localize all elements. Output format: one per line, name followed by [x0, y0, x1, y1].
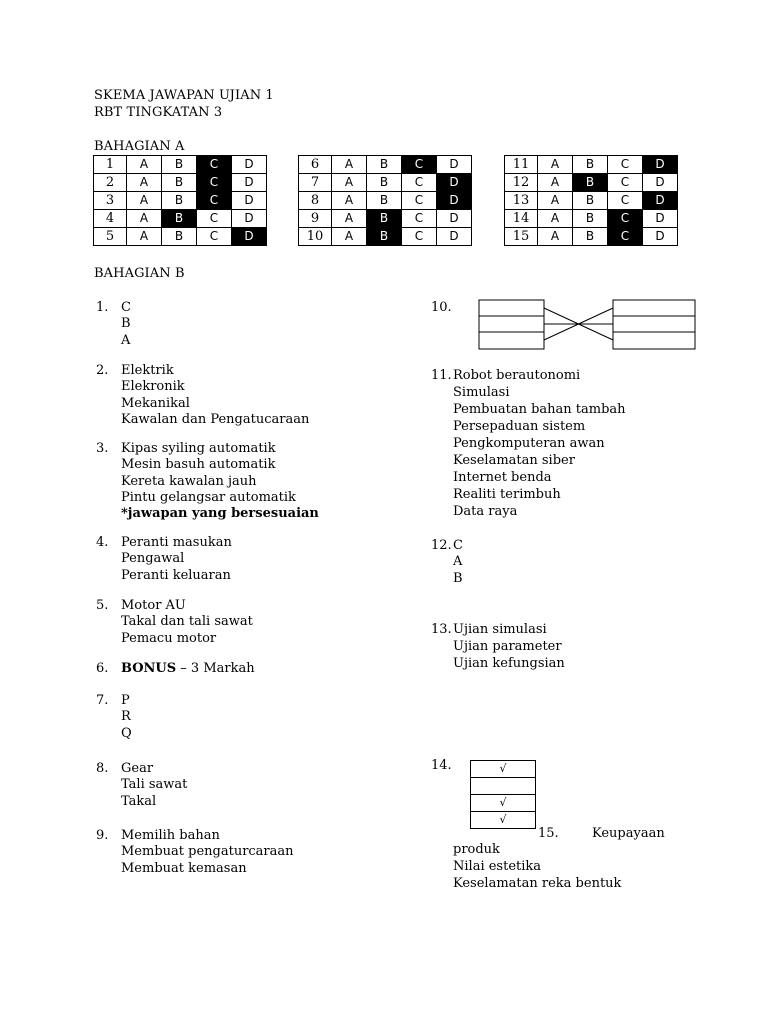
option-cell: C: [197, 228, 232, 246]
selected-option-cell: D: [643, 192, 678, 210]
section-b-heading: BAHAGIAN B: [94, 266, 185, 281]
option-cell: B: [573, 228, 608, 246]
question-14-number: 14.: [431, 758, 452, 773]
answer-line: Q: [121, 725, 132, 741]
question-number: 15: [505, 228, 538, 246]
answer-line: Peranti masukan: [121, 535, 232, 550]
answer-line: Membuat pengaturcaraan: [121, 844, 294, 860]
answer-line: produk: [453, 842, 500, 857]
selected-option-cell: C: [608, 210, 643, 228]
answer-line: Kawalan dan Pengatucaraan: [121, 411, 310, 427]
question-number: 1.: [96, 300, 109, 315]
tick-cell: √: [471, 761, 536, 778]
option-cell: B: [162, 156, 197, 174]
option-cell: B: [162, 192, 197, 210]
question-number: 12.: [431, 538, 452, 553]
option-cell: D: [437, 228, 472, 246]
answer-line: Kereta kawalan jauh: [121, 473, 257, 489]
question-number: 5.: [96, 598, 109, 613]
option-cell: B: [573, 192, 608, 210]
question-number: 8.: [96, 761, 109, 776]
bonus-label: BONUS: [121, 661, 177, 676]
option-cell: A: [332, 210, 367, 228]
question-15-number: 15.: [538, 826, 559, 841]
selected-option-cell: B: [573, 174, 608, 192]
answer-row: [299, 156, 472, 174]
answer-line: Internet benda: [453, 470, 552, 485]
left-box-2: [479, 316, 544, 332]
right-box-1: [613, 300, 695, 316]
option-cell: D: [437, 210, 472, 228]
answer-row: [299, 228, 472, 246]
answer-line: Persepaduan sistem: [453, 419, 586, 434]
answer-line: Pengawal: [121, 551, 185, 567]
question-number: 3.: [96, 441, 109, 456]
option-cell: A: [332, 192, 367, 210]
option-cell: B: [367, 156, 402, 174]
answer-line: P: [121, 693, 130, 708]
answer-row: [505, 210, 678, 228]
right-box-2: [613, 316, 695, 332]
option-cell: C: [608, 156, 643, 174]
option-cell: D: [232, 192, 267, 210]
answer-line: Nilai estetika: [453, 859, 542, 874]
answer-line: B: [453, 570, 463, 586]
question-number: 14: [505, 210, 538, 228]
answer-line: B: [121, 316, 131, 332]
option-cell: C: [608, 192, 643, 210]
answer-line: C: [453, 538, 463, 553]
answer-row: [505, 156, 678, 174]
answer-line: Robot berautonomi: [453, 368, 581, 383]
answer-row: [94, 192, 267, 210]
answer-line: Keselamatan siber: [453, 453, 575, 468]
option-cell: A: [332, 228, 367, 246]
bonus-marks: – 3 Markah: [176, 661, 255, 676]
option-cell: C: [608, 174, 643, 192]
document-subtitle: RBT TINGKATAN 3: [94, 105, 223, 120]
option-cell: A: [127, 192, 162, 210]
answer-line: Elekronik: [121, 379, 185, 395]
option-cell: D: [437, 156, 472, 174]
option-cell: A: [127, 210, 162, 228]
tick-table: [470, 760, 536, 829]
option-cell: B: [573, 210, 608, 228]
answer-row: [299, 174, 472, 192]
tick-cell: [471, 778, 536, 795]
question-number: 4.: [96, 535, 109, 550]
option-cell: D: [232, 156, 267, 174]
answer-table-1-5: [93, 155, 267, 246]
question-number: 9: [299, 210, 332, 228]
answer-row: [94, 156, 267, 174]
question-number: 2.: [96, 363, 109, 378]
answer-line: R: [121, 709, 131, 725]
matching-diagram: [478, 299, 698, 351]
answer-line: Pembuatan bahan tambah: [453, 402, 626, 417]
option-cell: A: [538, 174, 573, 192]
option-cell: C: [402, 174, 437, 192]
selected-option-cell: D: [437, 192, 472, 210]
answer-row: [505, 192, 678, 210]
answer-line: Elektrik: [121, 363, 174, 378]
option-cell: C: [402, 228, 437, 246]
answer-line: C: [121, 300, 131, 315]
question-number: 13.: [431, 622, 452, 637]
answer-line: Mekanikal: [121, 395, 190, 411]
option-cell: A: [127, 228, 162, 246]
question-15-answers: [453, 842, 621, 893]
question-number: 12: [505, 174, 538, 192]
question-number: 9.: [96, 828, 109, 843]
answer-line: Pemacu motor: [121, 630, 217, 646]
answer-line: Membuat kemasan: [121, 860, 247, 876]
answer-line: Motor AU: [121, 598, 186, 613]
answer-line: Pengkomputeran awan: [453, 436, 605, 451]
option-cell: D: [643, 210, 678, 228]
answer-row: [505, 228, 678, 246]
question-number: 7.: [96, 693, 109, 708]
selected-option-cell: B: [367, 210, 402, 228]
option-cell: D: [232, 174, 267, 192]
option-cell: D: [643, 174, 678, 192]
option-cell: B: [367, 192, 402, 210]
answer-line: Ujian kefungsian: [453, 656, 565, 671]
selected-option-cell: D: [437, 174, 472, 192]
selected-option-cell: C: [402, 156, 437, 174]
answer-line: Kipas syiling automatik: [121, 441, 276, 456]
option-cell: A: [127, 156, 162, 174]
answer-line: Tali sawat: [121, 777, 188, 793]
question-number: 3: [94, 192, 127, 210]
option-cell: A: [332, 156, 367, 174]
selected-option-cell: C: [197, 156, 232, 174]
selected-option-cell: C: [608, 228, 643, 246]
answer-line: Ujian parameter: [453, 639, 562, 654]
option-cell: B: [367, 174, 402, 192]
selected-option-cell: C: [197, 192, 232, 210]
option-cell: D: [643, 228, 678, 246]
selected-option-cell: D: [232, 228, 267, 246]
left-box-1: [479, 300, 544, 316]
answer-line: *jawapan yang bersesuaian: [121, 506, 319, 522]
option-cell: C: [402, 192, 437, 210]
question-10-number: 10.: [431, 300, 452, 315]
answer-row: [94, 210, 267, 228]
tick-cell: √: [471, 795, 536, 812]
question-number: 11: [505, 156, 538, 174]
selected-option-cell: C: [197, 174, 232, 192]
left-box-3: [479, 332, 544, 349]
answer-line: Pintu gelangsar automatik: [121, 489, 296, 505]
option-cell: A: [538, 156, 573, 174]
option-cell: D: [232, 210, 267, 228]
question-number: 2: [94, 174, 127, 192]
question-number: 6.: [96, 661, 109, 676]
answer-row: [299, 192, 472, 210]
answer-line: Peranti keluaran: [121, 567, 231, 583]
right-box-3: [613, 332, 695, 349]
answer-line: Gear: [121, 761, 154, 776]
answer-line: Ujian simulasi: [453, 622, 547, 637]
answer-table-6-10: [298, 155, 472, 246]
question-number: 5: [94, 228, 127, 246]
option-cell: A: [332, 174, 367, 192]
question-number: 1: [94, 156, 127, 174]
option-cell: A: [538, 210, 573, 228]
question-number: 13: [505, 192, 538, 210]
question-number: 6: [299, 156, 332, 174]
answer-row: [94, 174, 267, 192]
answer-row: [299, 210, 472, 228]
option-cell: B: [162, 228, 197, 246]
selected-option-cell: D: [643, 156, 678, 174]
question-number: 4: [94, 210, 127, 228]
tick-cell: √: [471, 812, 536, 829]
answer-line: A: [121, 332, 131, 348]
option-cell: C: [402, 210, 437, 228]
answer-line: Takal: [121, 793, 157, 809]
question-number: 11.: [431, 368, 452, 383]
answer-table-11-15: [504, 155, 678, 246]
selected-option-cell: B: [162, 210, 197, 228]
question-15-first-word: Keupayaan: [592, 826, 665, 841]
section-a-heading: BAHAGIAN A: [94, 139, 185, 154]
answer-line: Realiti terimbuh: [453, 487, 561, 502]
answer-line: Keselamatan reka bentuk: [453, 876, 622, 891]
answer-line: Simulasi: [453, 385, 510, 400]
answer-line: A: [453, 554, 463, 570]
answer-line: Mesin basuh automatik: [121, 457, 276, 473]
question-number: 10: [299, 228, 332, 246]
answer-line: Data raya: [453, 504, 518, 519]
option-cell: C: [197, 210, 232, 228]
answer-line: Memilih bahan: [121, 828, 220, 843]
selected-option-cell: B: [367, 228, 402, 246]
option-cell: B: [162, 174, 197, 192]
question-number: 8: [299, 192, 332, 210]
document-title: SKEMA JAWAPAN UJIAN 1: [94, 88, 274, 103]
answer-line: Takal dan tali sawat: [121, 614, 253, 630]
answer-row: [505, 174, 678, 192]
option-cell: A: [538, 192, 573, 210]
answer-row: [94, 228, 267, 246]
option-cell: A: [538, 228, 573, 246]
option-cell: B: [573, 156, 608, 174]
option-cell: A: [127, 174, 162, 192]
question-number: 7: [299, 174, 332, 192]
